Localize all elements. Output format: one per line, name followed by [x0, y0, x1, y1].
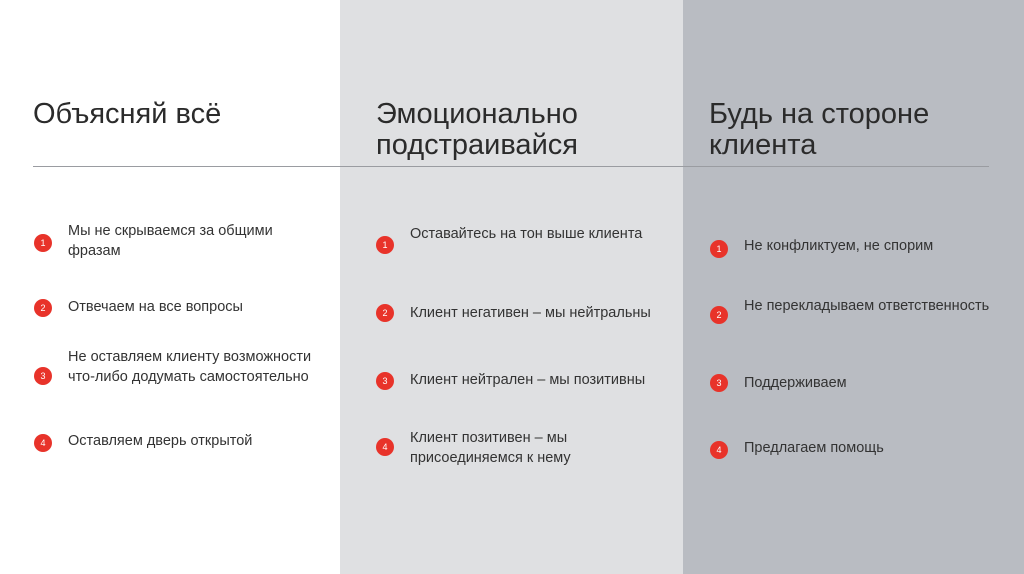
item-number-badge: 4: [710, 441, 728, 459]
list-item: Не оставляем клиенту возможности что-либо додумать самостоятельно: [68, 349, 312, 385]
list-item: Клиент позитивен – мы присоединяемся к нему: [410, 430, 571, 466]
column-emotional: [340, 0, 683, 574]
list-item: Оставайтесь на тон выше клиента: [410, 226, 643, 242]
header-divider: [33, 166, 989, 167]
column-explain: [0, 0, 340, 574]
item-number-badge: 3: [34, 367, 52, 385]
column-title: Объясняй всё: [33, 98, 222, 130]
item-number-badge: 2: [710, 306, 728, 324]
list-item: Не конфликтуем, не спорим: [744, 238, 934, 254]
list-item: Клиент негативен – мы нейтральны: [410, 305, 651, 321]
list-item: Оставляем дверь открытой: [68, 433, 253, 449]
column-title: Будь на стороне клиента: [709, 98, 930, 161]
item-number-badge: 4: [376, 438, 394, 456]
item-number-badge: 2: [376, 304, 394, 322]
item-number-badge: 1: [710, 240, 728, 258]
list-item: Предлагаем помощь: [744, 440, 884, 456]
list-item: Мы не скрываемся за общими фразам: [68, 223, 273, 259]
list-item: Клиент нейтрален – мы позитивны: [410, 372, 646, 388]
column-client-side: [683, 0, 1024, 574]
item-number-badge: 3: [376, 372, 394, 390]
list-item: Отвечаем на все вопросы: [68, 299, 243, 315]
item-number-badge: 1: [34, 234, 52, 252]
column-title: Эмоционально подстраивайся: [376, 98, 578, 161]
list-item: Не перекладываем ответственность: [744, 298, 990, 314]
list-item: Поддерживаем: [744, 375, 847, 391]
item-number-badge: 4: [34, 434, 52, 452]
item-number-badge: 3: [710, 374, 728, 392]
item-number-badge: 1: [376, 236, 394, 254]
item-number-badge: 2: [34, 299, 52, 317]
